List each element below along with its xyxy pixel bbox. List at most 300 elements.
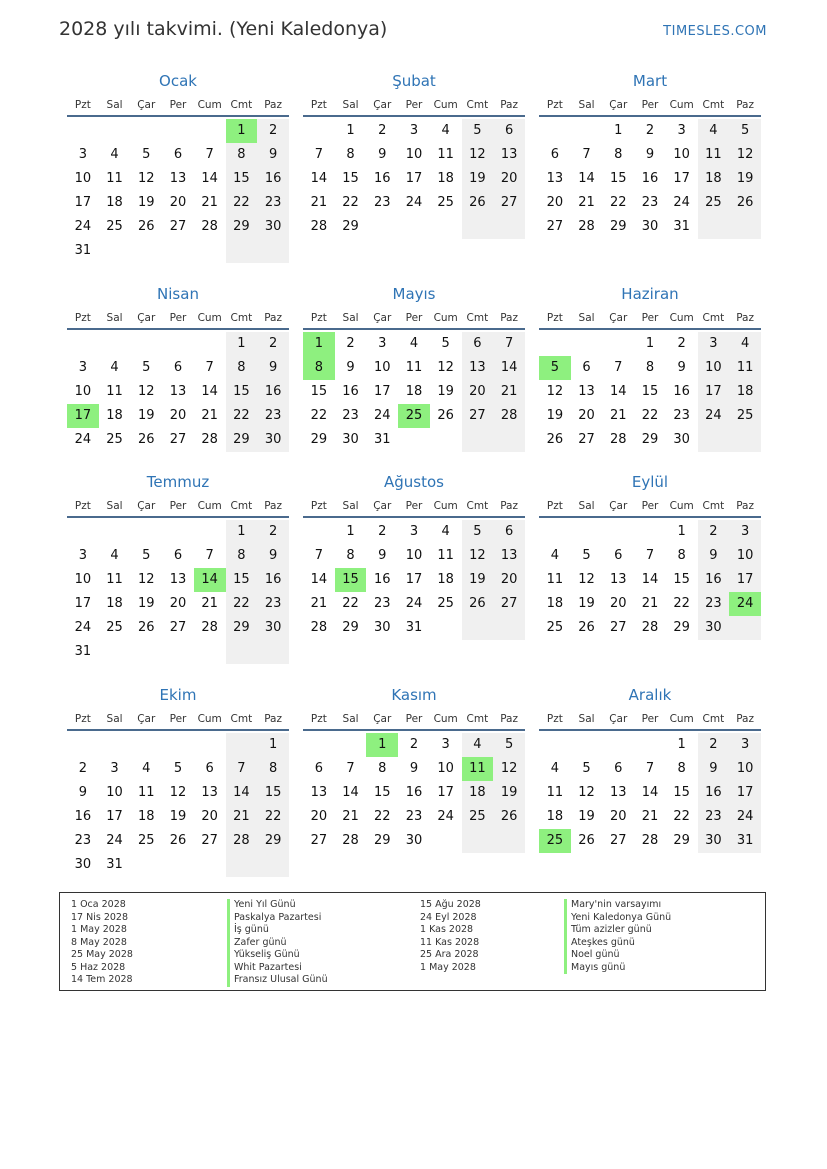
weekday-header: Pzt: [310, 500, 327, 512]
day-cell: 3: [409, 123, 419, 138]
header-rule: [67, 328, 289, 330]
day-cell: 31: [729, 829, 761, 853]
weekend-empty-cell: [493, 616, 525, 640]
legend-date: 25 May 2028: [71, 949, 133, 960]
header-rule: [539, 729, 761, 731]
weekday-header: Sal: [578, 713, 595, 725]
day-cell: 8: [257, 757, 289, 781]
day-cell: 12: [578, 785, 595, 800]
day-cell: 4: [110, 548, 119, 563]
day-cell: 6: [173, 360, 183, 375]
weekday-header: Per: [641, 312, 659, 324]
day-cell: 6: [550, 147, 559, 162]
day-cell: 1: [677, 737, 686, 752]
legend-holiday-name: Fransız Ulusal Günü: [227, 974, 328, 987]
month-name: Mart: [632, 72, 668, 90]
weekday-header: Sal: [106, 312, 123, 324]
weekday-header: Sal: [578, 99, 595, 111]
day-cell: 31: [373, 432, 391, 447]
weekday-header: Sal: [342, 500, 359, 512]
day-cell: 14: [641, 572, 659, 587]
day-cell: 3: [78, 548, 87, 563]
day-cell: 25: [437, 596, 454, 611]
weekday-header: Paz: [736, 312, 754, 324]
weekday-header: Per: [405, 713, 423, 725]
weekend-empty-cell: [698, 215, 730, 239]
day-cell: 5: [582, 548, 591, 563]
weekday-header: Cum: [433, 713, 458, 725]
weekday-header: Pzt: [310, 713, 327, 725]
legend-holiday-name: Ateşkes günü: [564, 937, 635, 950]
day-cell: 16: [342, 384, 359, 399]
day-cell: 19: [137, 195, 155, 210]
weekday-header: Cmt: [702, 312, 725, 324]
day-cell: 18: [106, 596, 123, 611]
weekday-header: Pzt: [546, 312, 563, 324]
month-name: Haziran: [621, 285, 679, 303]
day-cell: 26: [493, 805, 525, 829]
header-rule: [303, 328, 525, 330]
day-cell: 3: [729, 520, 761, 544]
weekday-header: Cmt: [702, 500, 725, 512]
day-cell: 8: [226, 143, 258, 167]
day-cell: 16: [698, 781, 730, 805]
day-cell: 4: [110, 360, 119, 375]
day-cell: 22: [641, 408, 659, 423]
day-cell: 31: [673, 219, 690, 234]
day-cell: 23: [257, 404, 289, 428]
day-cell: 4: [462, 733, 494, 757]
day-cell: 21: [641, 809, 659, 824]
day-cell: 20: [609, 809, 627, 824]
legend-holiday-name: Zafer günü: [227, 937, 287, 950]
day-cell: 24: [106, 833, 123, 848]
day-cell: 5: [493, 733, 525, 757]
day-cell: 31: [74, 644, 92, 659]
day-cell: 9: [378, 147, 387, 162]
day-cell: 28: [493, 404, 525, 428]
day-cell: 17: [405, 171, 423, 186]
holiday-day-cell: 15: [335, 568, 367, 592]
day-cell: 4: [142, 761, 151, 776]
weekday-header: Çar: [137, 500, 156, 512]
weekday-header: Paz: [500, 312, 518, 324]
day-cell: 22: [257, 805, 289, 829]
day-cell: 8: [677, 548, 686, 563]
day-cell: 13: [493, 544, 525, 568]
day-cell: 19: [578, 596, 595, 611]
day-cell: 20: [201, 809, 218, 824]
day-cell: 24: [698, 404, 730, 428]
day-cell: 22: [310, 408, 328, 423]
day-cell: 8: [645, 360, 655, 375]
day-cell: 26: [578, 620, 595, 635]
day-cell: 21: [641, 596, 659, 611]
day-cell: 11: [546, 785, 564, 800]
day-cell: 31: [74, 243, 92, 258]
day-cell: 15: [373, 785, 391, 800]
day-cell: 26: [546, 432, 564, 447]
day-cell: 21: [310, 596, 328, 611]
day-cell: 1: [346, 524, 355, 539]
day-cell: 26: [137, 432, 155, 447]
day-cell: 5: [173, 761, 183, 776]
holiday-day-cell: 5: [539, 356, 571, 380]
header-rule: [67, 516, 289, 518]
day-cell: 5: [142, 147, 151, 162]
weekend-empty-cell: [698, 428, 730, 452]
day-cell: 1: [226, 332, 258, 356]
day-cell: 12: [493, 757, 525, 781]
day-cell: 18: [437, 572, 454, 587]
day-cell: 18: [106, 408, 123, 423]
day-cell: 20: [169, 596, 187, 611]
day-cell: 19: [437, 384, 454, 399]
day-cell: 21: [310, 195, 328, 210]
day-cell: 6: [493, 119, 525, 143]
weekend-empty-cell: [729, 215, 761, 239]
weekend-empty-cell: [257, 640, 289, 664]
weekday-header: Per: [405, 99, 423, 111]
month-name: Mayıs: [392, 285, 436, 303]
day-cell: 22: [673, 809, 690, 824]
day-cell: 7: [314, 548, 323, 563]
day-cell: 17: [74, 596, 92, 611]
day-cell: 7: [346, 761, 355, 776]
day-cell: 3: [409, 524, 419, 539]
day-cell: 6: [614, 761, 623, 776]
weekday-header: Cum: [197, 713, 222, 725]
day-cell: 22: [673, 596, 690, 611]
day-cell: 25: [546, 620, 564, 635]
holiday-day-cell: 11: [462, 757, 494, 781]
day-cell: 10: [405, 147, 423, 162]
weekday-header: Cum: [197, 312, 222, 324]
day-cell: 27: [578, 432, 595, 447]
day-cell: 30: [342, 432, 359, 447]
day-cell: 20: [578, 408, 595, 423]
day-cell: 25: [437, 195, 454, 210]
day-cell: 26: [462, 191, 494, 215]
day-cell: 18: [546, 596, 564, 611]
day-cell: 30: [257, 616, 289, 640]
day-cell: 6: [493, 520, 525, 544]
legend-date: 17 Nis 2028: [71, 911, 128, 923]
weekend-empty-cell: [226, 239, 258, 263]
legend-date: 5 Haz 2028: [71, 961, 126, 973]
day-cell: 13: [310, 785, 328, 800]
day-cell: 2: [257, 332, 289, 356]
weekday-header: Pzt: [74, 99, 91, 111]
day-cell: 19: [729, 167, 761, 191]
day-cell: 26: [729, 191, 761, 215]
day-cell: 21: [226, 805, 258, 829]
day-cell: 15: [257, 781, 289, 805]
day-cell: 23: [74, 833, 92, 848]
day-cell: 21: [201, 195, 218, 210]
day-cell: 13: [462, 356, 494, 380]
day-cell: 5: [462, 119, 494, 143]
day-cell: 12: [578, 572, 595, 587]
day-cell: 28: [201, 620, 218, 635]
day-cell: 21: [493, 380, 525, 404]
legend-date: 11 Kas 2028: [420, 936, 480, 948]
day-cell: 10: [106, 785, 123, 800]
day-cell: 1: [677, 524, 686, 539]
legend-holiday-name: İş günü: [227, 924, 269, 937]
day-cell: 16: [257, 167, 289, 191]
legend-holiday-name: Yükseliş Günü: [227, 949, 300, 962]
day-cell: 18: [137, 809, 155, 824]
weekend-empty-cell: [462, 215, 494, 239]
day-cell: 10: [437, 761, 454, 776]
weekday-header: Paz: [736, 713, 754, 725]
day-cell: 8: [226, 544, 258, 568]
day-cell: 3: [78, 147, 87, 162]
legend-holiday-name: Mayıs günü: [564, 962, 625, 975]
day-cell: 14: [226, 781, 258, 805]
day-cell: 13: [493, 143, 525, 167]
day-cell: 16: [373, 572, 391, 587]
weekday-header: Per: [169, 713, 187, 725]
day-cell: 22: [373, 809, 391, 824]
day-cell: 30: [74, 857, 92, 872]
day-cell: 25: [106, 432, 123, 447]
day-cell: 23: [373, 596, 391, 611]
weekday-header: Pzt: [546, 713, 563, 725]
day-cell: 15: [673, 785, 690, 800]
weekday-header: Sal: [578, 312, 595, 324]
day-cell: 21: [609, 408, 627, 423]
day-cell: 12: [462, 544, 494, 568]
day-cell: 14: [641, 785, 659, 800]
day-cell: 13: [546, 171, 564, 186]
weekday-header: Çar: [609, 713, 628, 725]
day-cell: 3: [677, 123, 686, 138]
weekday-header: Paz: [500, 713, 518, 725]
day-cell: 15: [310, 384, 328, 399]
day-cell: 25: [137, 833, 155, 848]
day-cell: 12: [729, 143, 761, 167]
holiday-day-cell: 1: [366, 733, 398, 757]
day-cell: 29: [373, 833, 391, 848]
weekday-header: Sal: [342, 312, 359, 324]
day-cell: 16: [698, 568, 730, 592]
day-cell: 4: [110, 147, 119, 162]
day-cell: 6: [582, 360, 591, 375]
day-cell: 28: [641, 620, 659, 635]
day-cell: 18: [698, 167, 730, 191]
day-cell: 6: [205, 761, 214, 776]
weekday-header: Çar: [137, 312, 156, 324]
day-cell: 28: [201, 219, 218, 234]
day-cell: 24: [373, 408, 391, 423]
day-cell: 30: [257, 428, 289, 452]
day-cell: 2: [78, 761, 87, 776]
day-cell: 17: [405, 572, 423, 587]
holiday-day-cell: 17: [67, 404, 99, 428]
day-cell: 25: [462, 805, 494, 829]
day-cell: 31: [106, 857, 123, 872]
day-cell: 20: [310, 809, 328, 824]
day-cell: 2: [257, 119, 289, 143]
day-cell: 9: [698, 757, 730, 781]
header-rule: [539, 328, 761, 330]
day-cell: 8: [346, 147, 355, 162]
day-cell: 30: [373, 620, 391, 635]
weekend-empty-cell: [257, 239, 289, 263]
day-cell: 29: [342, 219, 359, 234]
weekday-header: Paz: [264, 312, 282, 324]
weekday-header: Cum: [669, 312, 694, 324]
legend-date: 25 Ara 2028: [420, 949, 479, 960]
month-name: Ekim: [159, 686, 197, 704]
day-cell: 5: [142, 360, 151, 375]
weekday-header: Çar: [373, 713, 392, 725]
weekday-header: Paz: [500, 500, 518, 512]
weekend-empty-cell: [257, 853, 289, 877]
day-cell: 18: [729, 380, 761, 404]
day-cell: 17: [373, 384, 391, 399]
page-title: 2028 yılı takvimi. (Yeni Kaledonya): [59, 18, 388, 40]
day-cell: 27: [609, 833, 627, 848]
day-cell: 7: [582, 147, 591, 162]
day-cell: 23: [641, 195, 659, 210]
day-cell: 7: [205, 548, 214, 563]
day-cell: 27: [609, 620, 627, 635]
day-cell: 20: [546, 195, 564, 210]
header-rule: [539, 516, 761, 518]
day-cell: 2: [257, 520, 289, 544]
legend-date: 24 Eyl 2028: [420, 911, 477, 923]
weekday-header: Per: [405, 500, 423, 512]
weekday-header: Çar: [137, 713, 156, 725]
day-cell: 23: [698, 592, 730, 616]
day-cell: 9: [378, 548, 387, 563]
holiday-day-cell: 1: [303, 332, 335, 356]
day-cell: 3: [729, 733, 761, 757]
day-cell: 3: [378, 336, 387, 351]
weekday-header: Per: [169, 99, 187, 111]
day-cell: 8: [614, 147, 623, 162]
day-cell: 2: [698, 733, 730, 757]
day-cell: 20: [169, 195, 187, 210]
weekend-empty-cell: [226, 733, 258, 757]
weekday-header: Pzt: [546, 99, 563, 111]
day-cell: 9: [677, 360, 686, 375]
day-cell: 23: [373, 195, 391, 210]
day-cell: 29: [342, 620, 359, 635]
month-name: Kasım: [391, 686, 437, 704]
month-name: Ağustos: [384, 473, 444, 491]
day-cell: 28: [609, 432, 627, 447]
day-cell: 29: [673, 833, 690, 848]
day-cell: 28: [310, 219, 328, 234]
holiday-day-cell: 25: [398, 404, 430, 428]
day-cell: 25: [729, 404, 761, 428]
day-cell: 10: [74, 171, 92, 186]
day-cell: 19: [137, 408, 155, 423]
day-cell: 17: [74, 195, 92, 210]
day-cell: 28: [578, 219, 595, 234]
day-cell: 16: [641, 171, 659, 186]
day-cell: 4: [409, 336, 419, 351]
weekday-header: Çar: [137, 99, 156, 111]
brand-link[interactable]: TIMESLES.COM: [663, 24, 767, 39]
day-cell: 11: [437, 548, 454, 563]
day-cell: 18: [546, 809, 564, 824]
legend-holiday-name: Noel günü: [564, 949, 620, 962]
weekday-header: Çar: [373, 500, 392, 512]
weekday-header: Per: [641, 500, 659, 512]
day-cell: 23: [405, 809, 423, 824]
weekday-header: Per: [169, 500, 187, 512]
day-cell: 24: [437, 809, 454, 824]
day-cell: 4: [441, 123, 450, 138]
day-cell: 10: [729, 544, 761, 568]
day-cell: 19: [493, 781, 525, 805]
day-cell: 27: [462, 404, 494, 428]
day-cell: 24: [405, 195, 423, 210]
weekend-empty-cell: [729, 616, 761, 640]
weekday-header: Sal: [578, 500, 595, 512]
day-cell: 27: [493, 191, 525, 215]
holiday-day-cell: 14: [194, 568, 226, 592]
weekday-header: Çar: [373, 312, 392, 324]
day-cell: 11: [437, 147, 454, 162]
day-cell: 30: [641, 219, 659, 234]
day-cell: 17: [437, 785, 454, 800]
legend-holiday-name: Paskalya Pazartesi: [227, 912, 321, 925]
holiday-day-cell: 8: [303, 356, 335, 380]
day-cell: 4: [729, 332, 761, 356]
weekday-header: Cum: [197, 500, 222, 512]
day-cell: 14: [310, 572, 328, 587]
day-cell: 17: [729, 781, 761, 805]
weekday-header: Pzt: [310, 99, 327, 111]
day-cell: 13: [578, 384, 595, 399]
day-cell: 21: [201, 596, 218, 611]
weekday-header: Paz: [500, 99, 518, 111]
day-cell: 30: [257, 215, 289, 239]
day-cell: 3: [441, 737, 450, 752]
day-cell: 17: [673, 171, 690, 186]
holiday-day-cell: 25: [539, 829, 571, 853]
day-cell: 27: [493, 592, 525, 616]
day-cell: 12: [137, 384, 155, 399]
day-cell: 27: [546, 219, 564, 234]
day-cell: 16: [74, 809, 92, 824]
weekend-empty-cell: [226, 640, 258, 664]
weekday-header: Per: [169, 312, 187, 324]
month-name: Aralık: [628, 686, 672, 704]
day-cell: 22: [226, 592, 258, 616]
day-cell: 27: [169, 219, 187, 234]
weekend-empty-cell: [493, 829, 525, 853]
day-cell: 11: [698, 143, 730, 167]
day-cell: 24: [74, 219, 92, 234]
legend-date: 1 Kas 2028: [420, 924, 474, 935]
day-cell: 15: [342, 171, 359, 186]
day-cell: 2: [677, 336, 686, 351]
day-cell: 26: [137, 219, 155, 234]
day-cell: 27: [169, 432, 187, 447]
day-cell: 10: [405, 548, 423, 563]
weekday-header: Cum: [669, 99, 694, 111]
weekday-header: Cmt: [466, 500, 489, 512]
month-name: Nisan: [157, 285, 199, 303]
day-cell: 14: [493, 356, 525, 380]
